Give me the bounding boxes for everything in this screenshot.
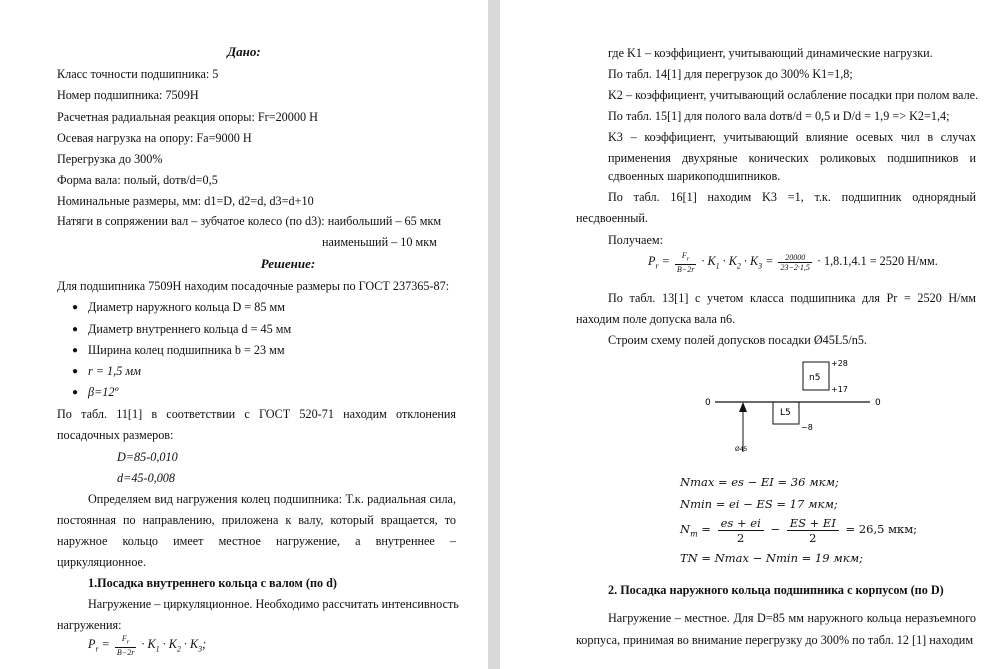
paragraph-line: корпуса, принимая во внимание перегрузку до 300% по табл. 12 [1] находим: [576, 633, 974, 647]
given-line: Осевая нагрузка на опору: Fa=9000 Н: [57, 131, 252, 145]
bullet-icon: ●: [72, 302, 79, 313]
bullet-item: r = 1,5 мм: [88, 364, 141, 378]
formula-nmax: Nmax = es − EI = 36 мкм;: [680, 475, 839, 489]
paragraph-line: По табл. 14[1] для перегрузок до 300% K1=1,8;: [608, 67, 853, 81]
paragraph-line: сдвоенных шарикоподшипников.: [608, 169, 781, 183]
given-line: Натяги в сопряжении вал – зубчатое колесо (по d3): наибольший – 65 мкм: [57, 214, 442, 228]
diameter-label: Ø45: [735, 446, 748, 453]
given-line: Перегрузка до 300%: [57, 152, 163, 166]
paragraph-line: наружное кольцо имеет местное нагружение, а внутреннее –: [57, 534, 456, 548]
page-left: [0, 0, 488, 669]
paragraph-line: постоянная по направлению, приложена к валу, который вращается, то: [57, 513, 456, 527]
zero-label-right: 0: [875, 398, 881, 408]
formula-nm: $N_m$ = $\frac{es + ei}{2}$ − $\frac{ES + EI}{2}$ = 26,5 мкм;: [680, 515, 918, 545]
solution-title: Решение:: [260, 256, 316, 271]
paragraph-line: По табл. 11[1] в соответствии с ГОСТ 520-71 находим отклонения: [57, 407, 456, 421]
n5-label: n5: [809, 373, 821, 383]
bullet-icon: ●: [72, 324, 79, 335]
given-line: Расчетная радиальная реакция опоры: Fr=20000 Н: [57, 110, 318, 124]
bullet-item: Диаметр наружного кольца D = 85 мм: [88, 300, 285, 314]
paragraph-line: Определяем вид нагружения колец подшипника: Т.к. радиальная сила,: [88, 492, 456, 506]
paragraph-line: применения двухряные конических роликовых подшипников и: [608, 151, 976, 165]
bullet-icon: ●: [72, 345, 79, 356]
formula-pr-result: $P_r$ = $\frac{F_r}{B-2r}$ · $K_1 \cdot K_2 \cdot K_3$ = $\frac{20000}{23-2\cdot 1,5}$ · 1,8.1,4.1 = 2520 Н/мм.: [648, 250, 938, 274]
intro-text: Для подшипника 7509Н находим посадочные размеры по ГОСТ 237365-87:: [57, 279, 450, 293]
L5-label: L5: [780, 408, 791, 418]
deviation-d: d=45-0,008: [117, 471, 175, 485]
arrow-icon: [739, 402, 747, 412]
paragraph-line: По табл. 16[1] находим K3 =1, т.к. подшипник однорядный: [608, 190, 976, 204]
paragraph-line: Строим схему полей допусков посадки Ø45L5/n5.: [608, 333, 867, 347]
paragraph-line: Получаем:: [608, 233, 663, 247]
paragraph-line: По табл. 15[1] для полого вала dотв/d = 0,5 и D/d = 1,9 => K2=1,4;: [608, 109, 950, 123]
tolerance-diagram: [695, 352, 895, 457]
formula-pr: $P_r$ = $\frac{F_r}{B-2r}$ · $K_1 \cdot K_2 \cdot K_3$;: [88, 634, 207, 657]
paragraph-line: находим поле допуска вала n6.: [576, 312, 736, 326]
given-line: Номер подшипника: 7509Н: [57, 88, 199, 102]
paragraph-line: нагружения:: [57, 618, 122, 632]
zero-label-left: 0: [705, 398, 711, 408]
plus28-label: +28: [831, 359, 848, 368]
given-line: Номинальные размеры, мм: d1=D, d2=d, d3=d+10: [57, 194, 314, 208]
paragraph-line: Нагружение – циркуляционное. Необходимо рассчитать интенсивность: [88, 597, 459, 611]
bullet-item: β=12º: [88, 385, 119, 399]
deviation-D: D=85-0,010: [117, 450, 178, 464]
minus8-label: −8: [801, 423, 813, 432]
paragraph-line: где K1 – коэффициент, учитывающий динамические нагрузки.: [608, 46, 933, 60]
paragraph-line: Нагружение – местное. Для D=85 мм наружного кольца неразъемного: [608, 611, 976, 625]
bullet-icon: ●: [72, 366, 79, 377]
paragraph-line: По табл. 13[1] с учетом класса подшипника для Pr = 2520 Н/мм: [608, 291, 976, 305]
given-line: наименьший – 10 мкм: [322, 235, 437, 249]
formula-tn: TN = Nmax − Nmin = 19 мкм;: [680, 551, 864, 565]
paragraph-line: K3 – коэффициент, учитывающий влияние осевых чил в случах: [608, 130, 976, 144]
page-right: [500, 0, 1000, 669]
paragraph-line: посадочных размеров:: [57, 428, 174, 442]
given-line: Класс точности подшипника: 5: [57, 67, 219, 81]
paragraph-line: K2 – коэффициент, учитывающий ослабление посадки при полом вале.: [608, 88, 979, 102]
section-heading: 1.Посадка внутреннего кольца с валом (по d): [88, 576, 337, 590]
paragraph-line: несдвоенный.: [576, 211, 648, 225]
plus17-label: +17: [831, 385, 848, 394]
bullet-item: Диаметр внутреннего кольца d = 45 мм: [88, 322, 292, 336]
given-title: Дано:: [227, 44, 261, 59]
bullet-icon: ●: [72, 387, 79, 398]
bullet-item: Ширина колец подшипника b = 23 мм: [88, 343, 285, 357]
section-heading: 2. Посадка наружного кольца подшипника с корпусом (по D): [608, 583, 944, 597]
given-line: Форма вала: полый, dотв/d=0,5: [57, 173, 218, 187]
paragraph-line: циркуляционное.: [57, 555, 147, 569]
formula-nmin: Nmin = ei − ES = 17 мкм;: [680, 497, 838, 511]
